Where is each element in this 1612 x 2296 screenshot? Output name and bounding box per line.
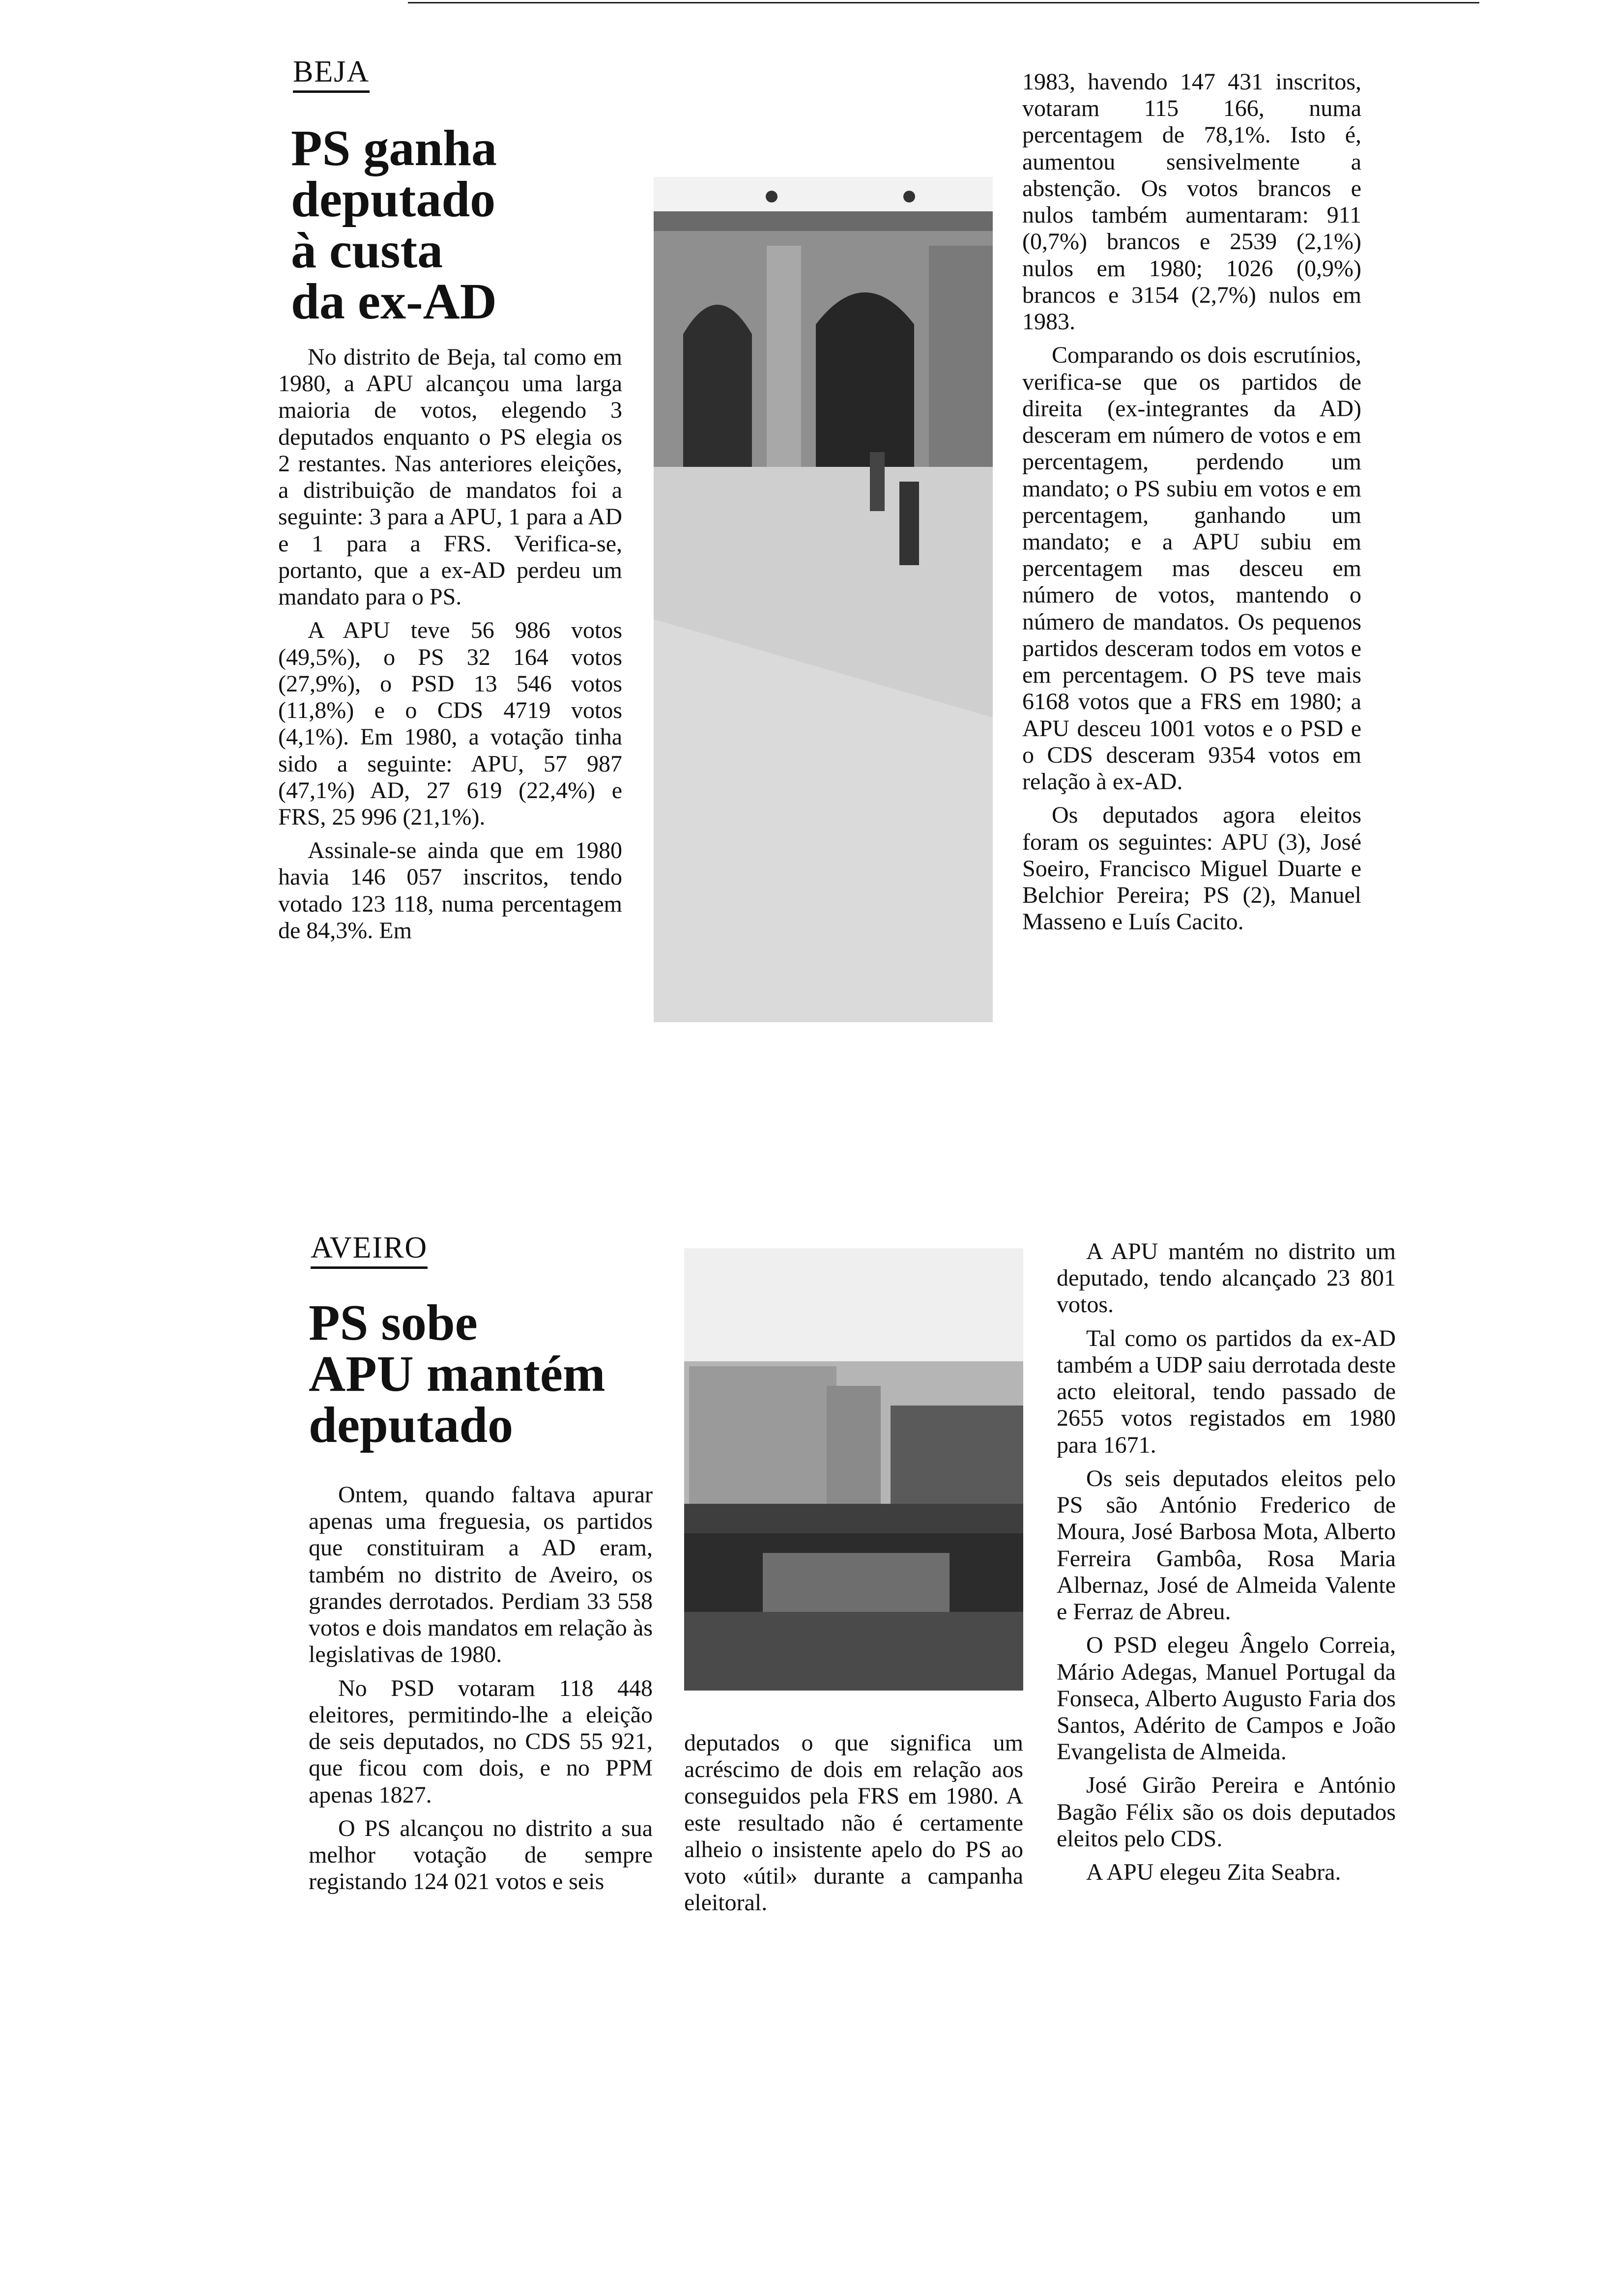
paragraph: A APU mantém no distrito um deputado, tendo alcançado 23 801 votos. — [1057, 1238, 1396, 1318]
paragraph: A APU elegeu Zita Seabra. — [1086, 1859, 1341, 1886]
section-label-aveiro: AVEIRO — [311, 1231, 428, 1269]
paragraph: 1983, havendo 147 431 inscritos, votaram 115 166, numa percentagem de 78,1%. Isto é, aumentou sensivelmente a abstenção. Os votos brancos e nulos também aumentaram: 911 (0,7%) brancos e 2539 (2,1%) nulos em 1980; 1026 (0,9%) brancos e 3154 (2,7%) nulos em 1983. — [1022, 69, 1361, 335]
beja-column-3 — [1022, 69, 1361, 943]
top-rule — [408, 2, 1479, 3]
aveiro-photo — [684, 1248, 1023, 1691]
paragraph: A APU teve 56 986 votos (49,5%), o PS 32 164 votos (27,9%), o PSD 13 546 votos (11,8%) e o CDS 4719 votos (4,1%). Em 1980, a votação tinha sido a seguinte: APU, 57 987 (47,1%) AD, 27 619 (22,4%) e FRS, 25 996 (21,1%). — [278, 617, 622, 830]
paragraph: Os seis deputados eleitos pelo PS são António Frederico de Moura, José Barbosa Mota, Alberto Ferreira Gambôa, Rosa Maria Albernaz, José de Almeida Valente e Ferraz de Abreu. — [1057, 1465, 1396, 1625]
aveiro-column-2 — [684, 1730, 1023, 1923]
headline-line: PS ganha — [291, 120, 497, 176]
headline-line: PS sobe — [309, 1294, 478, 1351]
headline-line: deputado — [309, 1397, 514, 1453]
section-label-beja: BEJA — [293, 55, 370, 93]
aveiro-column-3 — [1057, 1238, 1396, 1893]
paragraph: Tal como os partidos da ex-AD também a UDP saiu derrotada deste acto eleitoral, tendo passado de 2655 votos registados em 1980 para 1671. — [1057, 1325, 1396, 1458]
headline-beja — [291, 120, 497, 330]
aveiro-column-1 — [309, 1482, 653, 1902]
headline-line: da ex-AD — [291, 273, 497, 330]
beja-photo — [654, 177, 993, 1022]
paragraph: Os deputados agora eleitos foram os seguintes: APU (3), José Soeiro, Francisco Miguel Duarte e Belchior Pereira; PS (2), Manuel Masseno e Luís Cacito. — [1022, 802, 1361, 935]
paragraph: O PSD elegeu Ângelo Correia, Mário Adegas, Manuel Portugal da Fonseca, Alberto Augusto Faria dos Santos, Adérito de Campos e João Evangelista de Almeida. — [1057, 1632, 1396, 1765]
beja-column-1 — [278, 344, 622, 951]
paragraph: No distrito de Beja, tal como em 1980, a APU alcançou uma larga maioria de votos, elegendo 3 deputados enquanto o PS elegia os 2 restantes. Nas anteriores eleições, a distribuição de mandatos foi a seguinte: 3 para a APU, 1 para a AD e 1 para a FRS. Verifica-se, portanto, que a ex-AD perdeu um mandato para o PS. — [278, 344, 622, 610]
paragraph: deputados o que significa um acréscimo de dois em relação aos conseguidos pela FRS em 1980. A este resultado não é certamente alheio o insistente apelo do PS ao voto «útil» durante a campanha eleitoral. — [684, 1730, 1023, 1916]
headline-line: deputado — [291, 171, 496, 228]
headline-line: à custa — [291, 222, 443, 279]
paragraph: Comparando os dois escrutínios, verifica-se que os partidos de direita (ex-integrantes da AD) desceram em número de votos e em percentagem, perdendo um mandato; o PS subiu em votos e em percentagem, ganhando um mandato; e a APU subiu em percentagem mas desceu em número de votos, mantendo o número de mandatos. Os pequenos partidos desceram todos em votos e em percentagem. O PS teve mais 6168 votos que a FRS em 1980; a APU desceu 1001 votos e o PSD e o CDS desceram 9354 votos em relação à ex-AD. — [1022, 342, 1361, 795]
paragraph: No PSD votaram 118 448 eleitores, permitindo-lhe a eleição de seis deputados, no CDS 55 921, que ficou com dois, e no PPM apenas 1827. — [309, 1675, 653, 1808]
headline-line: APU mantém — [309, 1346, 605, 1402]
paragraph: Assinale-se ainda que em 1980 havia 146 057 inscritos, tendo votado 123 118, numa percentagem de 84,3%. Em — [278, 837, 622, 944]
paragraph: Ontem, quando faltava apurar apenas uma freguesia, os partidos que constituiram a AD eram, também no distrito de Aveiro, os grandes derrotados. Perdiam 33 558 votos e dois mandatos em relação às legislativas de 1980. — [309, 1482, 653, 1668]
paragraph: O PS alcançou no distrito a sua melhor votação de sempre registando 124 021 votos e seis — [309, 1815, 653, 1895]
headline-aveiro — [309, 1294, 605, 1453]
paragraph: José Girão Pereira e António Bagão Félix são os dois deputados eleitos pelo CDS. — [1057, 1772, 1396, 1852]
